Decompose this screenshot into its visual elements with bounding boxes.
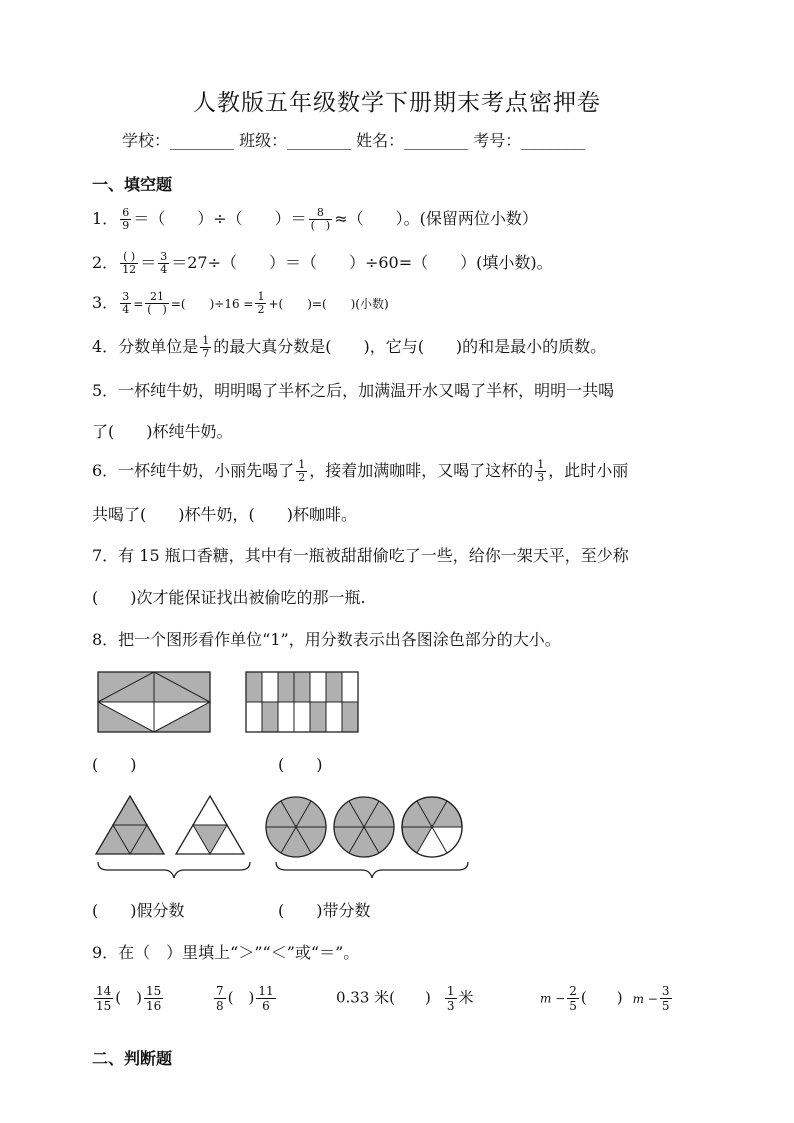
- question-9: 9．在（ ）里填上“＞”“＜”或“＝”。: [92, 943, 360, 962]
- figure-rectangle-rhombus: [96, 670, 214, 734]
- question-2: 2． $\frac{( )}{12}$ ＝ $\frac{3}{4}$ ＝27÷（ ）＝（ ）÷60=（ ）(填小数)。: [92, 250, 553, 276]
- compare-item-4: m − $\frac{2}{5}$ ( ) m − $\frac{3}{5}$: [540, 984, 670, 1013]
- compare-item-1: $\frac{14}{15}$ ( ) $\frac{15}{16}$: [96, 984, 162, 1013]
- fraction: $\frac{21}{( )}$: [147, 290, 167, 316]
- answer-blank-figure-2[interactable]: ( ): [278, 755, 323, 774]
- fraction: $\frac{1}{2}$: [298, 458, 306, 484]
- fraction: $\frac{6}{9}$: [122, 206, 130, 232]
- fraction: $\frac{3}{4}$: [160, 250, 168, 276]
- fraction: $\frac{1}{7}$: [202, 334, 210, 360]
- question-7-line-2: ( )次才能保证找出被偷吃的那一瓶.: [92, 588, 366, 607]
- compare-item-3: 0.33 米( ) $\frac{1}{3}$ 米: [336, 984, 474, 1013]
- answer-blank-mixed-number[interactable]: ( )带分数: [278, 901, 371, 920]
- compare-blank[interactable]: ( ): [227, 988, 255, 1007]
- brace-circles: [272, 860, 472, 882]
- question-3: 3． $\frac{3}{4}$ = $\frac{21}{( )}$ =( )÷16 = $\frac{1}{2}$ +( )=( )(小数): [92, 290, 389, 316]
- answer-blank-improper-fraction[interactable]: ( )假分数: [92, 901, 185, 920]
- question-6-line-2: 共喝了( )杯牛奶，( )杯咖啡。: [92, 505, 357, 524]
- answer-blank-figure-1[interactable]: ( ): [92, 755, 137, 774]
- figure-triangles: [94, 792, 250, 862]
- question-4: 4．分数单位是 $\frac{1}{7}$ 的最大真分数是( )，它与( )的和是最小的质数。: [92, 334, 607, 360]
- section-title-fill-in: 一、填空题: [92, 175, 173, 194]
- compare-blank[interactable]: ( ): [580, 988, 623, 1007]
- question-5-line-2: 了( )杯纯牛奶。: [92, 422, 233, 441]
- fraction: $\frac{3}{4}$: [122, 290, 130, 316]
- compare-item-2: $\frac{7}{8}$ ( ) $\frac{11}{6}$: [216, 984, 274, 1013]
- fraction: $\frac{8}{( )}$: [310, 206, 331, 232]
- fraction: $\frac{( )}{12}$: [122, 250, 137, 276]
- brace-triangles: [94, 860, 254, 882]
- student-info-line: 学校：________ 班级：________ 姓名：________ 考号：________: [122, 131, 586, 150]
- fraction: $\frac{1}{2}$: [257, 290, 265, 316]
- page-title: 人教版五年级数学下册期末考点密押卷: [193, 90, 601, 116]
- question-7-line-1: 7．有 15 瓶口香糖，其中有一瓶被甜甜偷吃了一些，给你一架天平，至少称: [92, 546, 629, 565]
- compare-blank[interactable]: ( ): [115, 988, 142, 1007]
- question-1: 1． $\frac{6}{9}$ ＝（ ）÷（ ）＝ $\frac{8}{( )}$ ≈（ ）。(保留两位小数）: [92, 206, 538, 232]
- question-6-line-1: 6．一杯纯牛奶，小丽先喝了 $\frac{1}{2}$ ，接着加满咖啡，又喝了这杯的 $\frac{1}{3}$ ，此时小丽: [92, 458, 629, 484]
- question-8: 8．把一个图形看作单位“1”，用分数表示出各图涂色部分的大小。: [92, 630, 561, 649]
- question-5-line-1: 5．一杯纯牛奶，明明喝了半杯之后，加满温开水又喝了半杯，明明一共喝: [92, 381, 615, 400]
- figure-circles: [262, 794, 468, 860]
- section-title-true-false: 二、判断题: [92, 1049, 173, 1068]
- fraction: $\frac{1}{3}$: [537, 458, 545, 484]
- figure-grid: [244, 670, 362, 734]
